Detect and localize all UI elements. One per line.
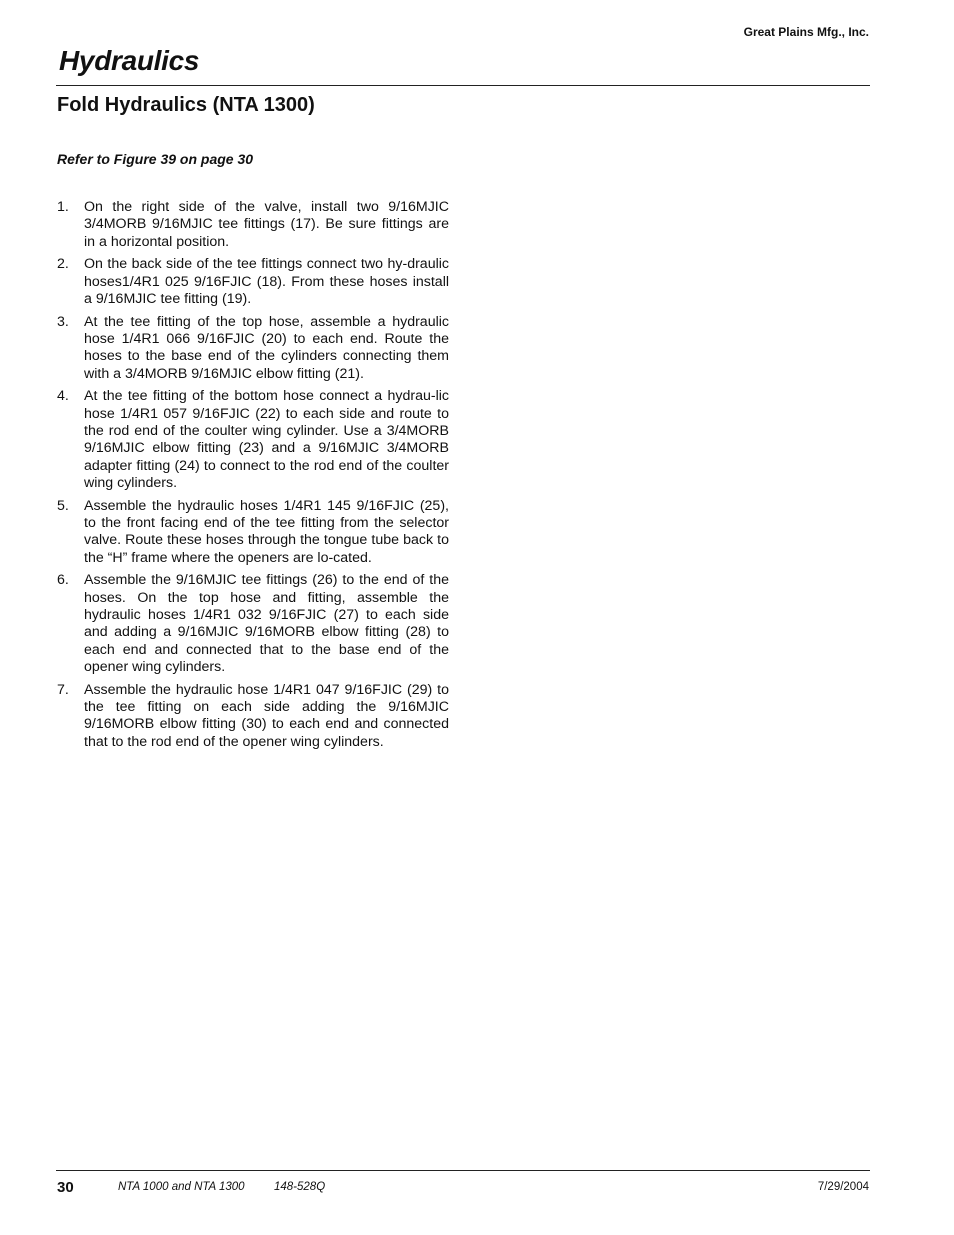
list-item [57, 199, 449, 251]
list-item [57, 314, 449, 383]
list-item [57, 682, 449, 751]
page-number: 30 [57, 1179, 74, 1196]
footer-divider [56, 1170, 870, 1171]
step-text: On the back side of the tee fittings connect two hy-draulic hoses1/4R1 025 9/16FJIC (18). From these hoses install a 9/16MJIC tee fitting (19). [84, 256, 449, 307]
step-text: Assemble the 9/16MJIC tee fittings (26) to the end of the hoses. On the top hose and fitting, assemble the hydraulic hoses 1/4R1 032 9/16FJIC (27) to each side and adding a 9/16MJIC 9/16MORB elbow fitting (28) to each end and connected that to the base end of the opener wing cylinders. [84, 572, 449, 675]
step-text: On the right side of the valve, install two 9/16MJIC 3/4MORB 9/16MJIC tee fittings (17). Be sure fittings are in a horizontal position. [84, 199, 449, 250]
list-item [57, 572, 449, 676]
list-item [57, 256, 449, 308]
header-divider [56, 85, 870, 86]
step-text: At the tee fitting of the top hose, assemble a hydraulic hose 1/4R1 066 9/16FJIC (20) to each end. Route the hoses to the base end of the cylinders connecting them with a 3/4MORB 9/16MJIC elbow fitting (21). [84, 313, 449, 382]
step-number: 3. [57, 313, 69, 330]
part-number: 148-528Q [274, 1181, 326, 1193]
list-item [57, 498, 449, 567]
model-name: NTA 1000 and NTA 1300 [118, 1181, 245, 1193]
figure-reference: Refer to Figure 39 on page 30 [57, 151, 254, 167]
instruction-list [57, 199, 449, 756]
list-item [57, 388, 449, 492]
step-number: 7. [57, 681, 69, 698]
step-text: Assemble the hydraulic hose 1/4R1 047 9/16FJIC (29) to the tee fitting on each side adding the 9/16MJIC 9/16MORB elbow fitting (30) to each end and connected that to the rod end of the opener wing cylinders. [84, 681, 449, 750]
page-subtitle: Fold Hydraulics (NTA 1300) [57, 94, 315, 116]
step-text: Assemble the hydraulic hoses 1/4R1 145 9/16FJIC (25), to the front facing end of the tee fitting from the selector valve. Route these hoses through the tongue tube back to the “H” frame where the openers are lo-cated. [84, 497, 449, 566]
step-text: At the tee fitting of the bottom hose connect a hydrau-lic hose 1/4R1 057 9/16FJIC (22) to each side and route to the rod end of the coulter wing cylinder. Use a 3/4MORB 9/16MJIC elbow fitting (23) and a 9/16MJIC 3/4MORB adapter fitting (24) to connect to the rod end of the coulter wing cylinders. [84, 388, 449, 491]
step-number: 4. [57, 388, 69, 405]
step-number: 5. [57, 497, 69, 514]
step-number: 6. [57, 572, 69, 589]
step-number: 1. [57, 199, 69, 215]
revision-date: 7/29/2004 [817, 1181, 869, 1193]
step-number: 2. [57, 256, 69, 273]
section-title: Hydraulics [59, 45, 200, 76]
company-name: Great Plains Mfg., Inc. [743, 25, 869, 39]
